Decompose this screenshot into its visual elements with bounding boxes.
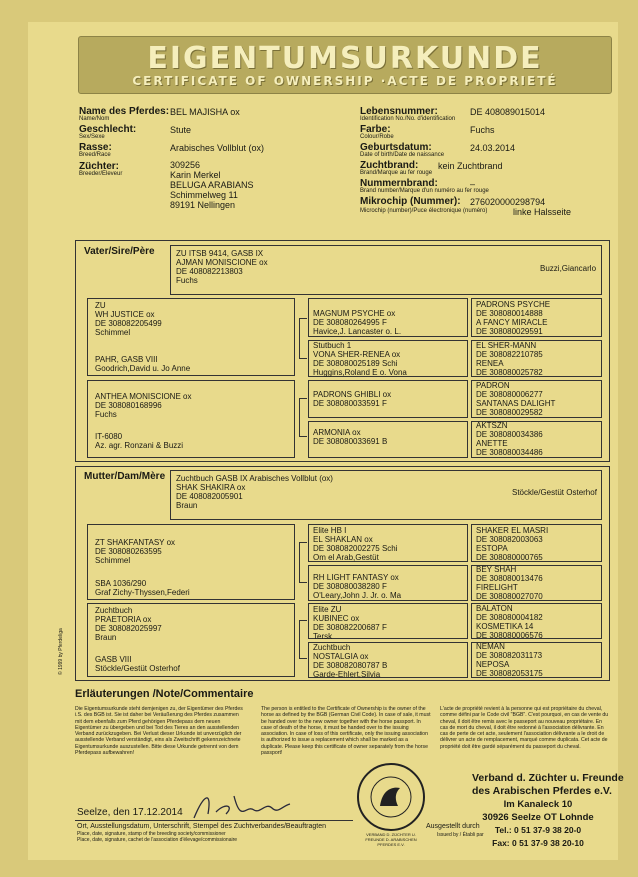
- brand-value: kein Zuchtbrand: [438, 161, 503, 171]
- g4-group: AKTSZN DE 308080034386 ANETTE DE 308080034486: [476, 421, 543, 457]
- life-number-label: Lebensnummer:: [360, 106, 438, 117]
- issuing-org: Verband d. Züchter u. Freunde des Arabischen Pferdes e.V. Im Kanaleck 10 30926 Seelze OT Lohnde Tel.: 0 51 37-9 38 20-0 Fax: 0 51 37-9 38 20-10: [472, 772, 624, 848]
- dam-owner: Stöckle/Gestüt Osterhof: [512, 488, 597, 497]
- breeder-sub: Breeder/Eleveur: [79, 171, 123, 177]
- breeder-label: Züchter:: [79, 161, 119, 172]
- brand-number-sub: Brand number/Marque d'un numéro au fer rouge: [360, 188, 489, 194]
- life-number: DE 408089015014: [470, 107, 546, 117]
- chip-sub: Microchip (number)/Puce électronique (numéro): [360, 208, 488, 214]
- g4-group: NEMAN DE 308082031173 NEPOSA DE 308082053175: [476, 642, 543, 678]
- g3-dd-dam: Zuchtbuch NOSTALGIA ox DE 308082080787 B Garde-Ehlert,Silvia: [313, 643, 388, 679]
- signature-sub1: Place, date, signature, stamp of the breeding society/commissioner: [77, 831, 226, 837]
- color-sub: Colour/Robe: [360, 134, 394, 140]
- sire-header: Vater/Sire/Père: [84, 246, 155, 257]
- brand-label: Zuchtbrand:: [360, 160, 419, 171]
- dam-dam-owner: GASB VIII Stöckle/Gestüt Osterhof: [95, 655, 180, 673]
- dam-sire-owner: SBA 1036/290 Graf Zichy-Thyssen,Federi: [95, 579, 190, 597]
- chip-label: Mikrochip (Nummer):: [360, 196, 461, 207]
- g3-ds-dam: RH LIGHT FANTASY ox DE 308080038280 F O'Leary,John J. Jr. o. Ma: [313, 573, 402, 600]
- dam-info: Zuchtbuch GASB IX Arabisches Vollblut (ox) SHAK SHAKIRA ox DE 408082005901 Braun: [176, 474, 333, 510]
- signature-icon: [186, 784, 296, 824]
- breeder-line: Schimmelweg 11: [170, 190, 238, 200]
- note-english: The person is entitled to the Certificate of Ownership is the owner of the horse as defined by the BGB (German Civil Code). In case of sale, it must be handed over to the new owner together with the horse passport. In case of death of the horse, it must be handed over to the issuing association. In case of loss of this certificate, only the issuing association is authorized to issue a replacement which shall be marked as a duplicate. Please keep this certificate of owner separately from the horse passport!: [261, 706, 431, 757]
- brand-number-value: –: [470, 179, 476, 189]
- dam-sire-info: ZT SHAKFANTASY ox DE 308080263595 Schimmel: [95, 538, 176, 565]
- sire-info: ZU ITSB 9414, GASB IX AJMAN MONISCIONE ox DE 408082213803 Fuchs: [176, 249, 268, 285]
- note-german: Die Eigentumsurkunde steht demjenigen zu, der Eigentümer des Pferdes i.S. des BGB ist. Sie ist daher bei Veräußerung des Pferdes zusammen mit dem ebenfalls zum Pferd gehörigen Pferdepass dem neuen Eigentümer zu übergeben und bei Tod des Tieres an den ausstellenden Verband zurückzugeben. Bei Verlust dieser Urkunde ist unverzüglich der ausstellende Verband verständigt, eins als Zweitschrift gekennzeichnete Eigentumsurkunde auszustellen. Bitte diese Urkunde getrennt von dem Pferdepass aufbewahren!: [75, 706, 243, 757]
- dam-dam-info: Zuchtbuch PRAETORIA ox DE 308082025997 Braun: [95, 606, 162, 642]
- note-french: L'acte de propriété revient à la personne qui est propriétaire du cheval, comme défini par le Code civil "BGB". C'est pourquoi, en cas de vente du cheval, il doit être remis avec le passeport au nouveau propriétaire. En cas de mort du cheval, il doit être redonné à l'association délivrante. En cas de perte de cet acte, seulement l'association délivrante a le droit de délivrer un acte de remplacement, marqué comme duplicata. Cet acte de propriété doit être gardé séparément du passeport du cheval.: [440, 706, 609, 750]
- dob-label: Geburtsdatum:: [360, 142, 432, 153]
- g4-group: SHAKER EL MASRI DE 308082003063 ESTOPA DE 308080000765: [476, 526, 549, 562]
- dob-value: 24.03.2014: [470, 143, 516, 153]
- issued-sub: Issued by / Établi par: [437, 832, 484, 838]
- signature-caption: Ort, Ausstellungsdatum, Unterschrift, Stempel des Zuchtverbandes/Beauftragten: [77, 823, 327, 830]
- breed-label: Rasse:: [79, 142, 112, 153]
- horse-name: BEL MAJISHA ox: [170, 107, 240, 117]
- document-subtitle: CERTIFICATE OF OWNERSHIP ·ACTE DE PROPRIETÉ: [132, 74, 558, 88]
- sex-sub: Sex/Sexe: [79, 134, 105, 140]
- g3-sd-dam: ARMONIA ox DE 308080033691 B: [313, 428, 388, 446]
- g3-ds-sire: Elite HB I EL SHAKLAN ox DE 308082002275 Schi Om el Arab,Gestüt: [313, 526, 398, 562]
- life-number-sub: Identification No./No. d'identification: [360, 116, 456, 122]
- sex-label: Geschlecht:: [79, 124, 137, 135]
- breeder-line: Karin Merkel: [170, 170, 221, 180]
- notes-header: Erläuterungen /Note/Commentaire: [75, 688, 254, 700]
- g4-group: BALATON DE 308080004182 KOSMETIKA 14 DE 308080006576: [476, 604, 543, 640]
- brand-sub: Brand/Marque au fer rouge: [360, 170, 433, 176]
- color-label: Farbe:: [360, 124, 391, 135]
- chip-value: 276020000298794: [470, 197, 546, 207]
- stamp-text: VERBAND D. ZÜCHTER U. FREUNDE D. ARABISCHEN PFERDES E.V.: [365, 832, 417, 847]
- g3-sd-sire: PADRONS GHIBLI ox DE 308080033591 F: [313, 390, 392, 408]
- g4-group: BEY SHAH DE 308080013476 FIRELIGHT DE 308080027070: [476, 565, 543, 601]
- name-sub: Name/Nom: [79, 116, 110, 122]
- sire-sire-info: ZU WH JUSTICE ox DE 308082205499 Schimmel: [95, 301, 162, 337]
- breed-value: Arabisches Vollblut (ox): [170, 143, 265, 153]
- dob-sub: Date of birth/Date de naissance: [360, 152, 445, 158]
- g4-group: PADRON DE 308080006277 SANTANAS DALIGHT DE 308080029582: [476, 381, 556, 417]
- sire-owner: Buzzi,Giancarlo: [540, 264, 597, 273]
- place-date: Seelze, den 17.12.2014: [77, 807, 183, 818]
- g3-dd-sire: Elite ZU KUBINEC ox DE 308082200687 F Tersk: [313, 605, 387, 641]
- breeder-line: 89191 Nellingen: [170, 200, 236, 210]
- g3-ss-sire: MAGNUM PSYCHE ox DE 308080264995 F Havice,J. Lancaster o. L.: [313, 309, 402, 336]
- name-label: Name des Pferdes:: [79, 106, 170, 117]
- g4-group: EL SHER-MANN DE 308082210785 RENEA DE 308080025782: [476, 341, 543, 377]
- breeder-line: BELUGA ARABIANS: [170, 180, 254, 190]
- sire-dam-owner: IT-6080 Az. agr. Ronzani & Buzzi: [95, 432, 184, 450]
- breed-sub: Breed/Race: [79, 152, 111, 158]
- dam-header: Mutter/Dam/Mère: [84, 471, 166, 482]
- breeder-block: [170, 160, 254, 210]
- side-mark: © 1999 by Pferdeliga: [58, 628, 64, 675]
- g4-group: PADRONS PSYCHE DE 308080014888 A FANCY MIRACLE DE 308080029591: [476, 300, 551, 336]
- stamp-icon: [356, 762, 426, 832]
- sire-dam-info: ANTHEA MONISCIONE ox DE 308080168996 Fuchs: [95, 392, 192, 419]
- sex-value: Stute: [170, 125, 192, 135]
- breeder-line: 309256: [170, 160, 201, 170]
- color-value: Fuchs: [470, 125, 495, 135]
- brand-number-label: Nummernbrand:: [360, 178, 438, 189]
- title-banner: [78, 36, 612, 94]
- g3-ss-dam: Stutbuch 1 VONA SHER-RENEA ox DE 308080025189 Schi Huggins,Roland E o. Vona: [313, 341, 407, 377]
- sire-sire-owner: PAHR, GASB VIII Goodrich,David u. Jo Anne: [95, 355, 191, 373]
- signature-sub2: Place, date, signature, cachet de l'association d'élevage/commissionaire: [77, 837, 238, 843]
- document-title: EIGENTUMSURKUNDE: [147, 41, 543, 76]
- chip-side: linke Halsseite: [513, 207, 572, 217]
- issued-by: Ausgestellt durch: [426, 823, 480, 830]
